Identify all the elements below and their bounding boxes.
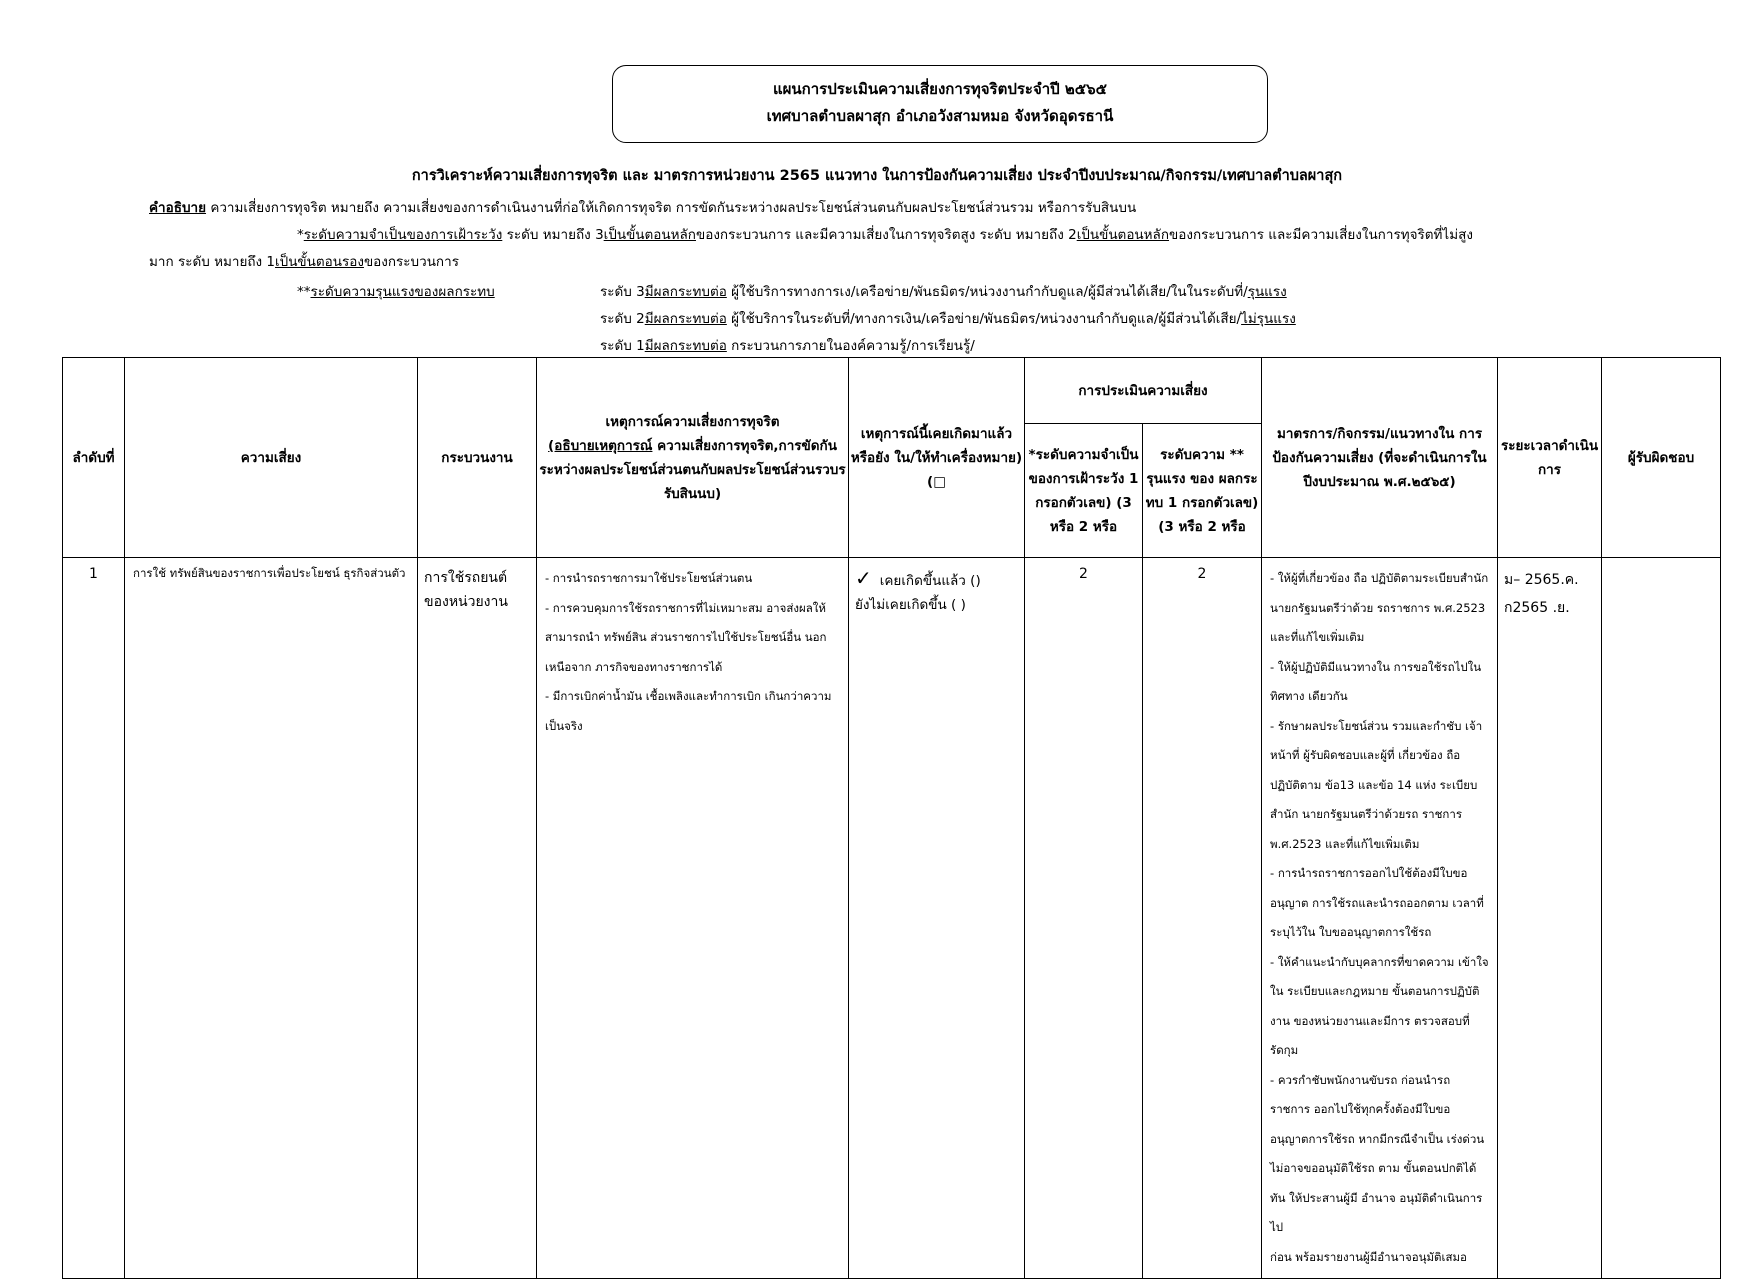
severity-level-2	[600, 307, 1296, 329]
measure-item: - รักษาผลประโยชน์ส่วน รวมและกำชับ เจ้าหน้าที่ ผู้รับผิดชอบและผู้ที่ เกี่ยวข้อง ถือ ปฏิบัติตาม ข้อ13 และข้อ 14 แห่ง ระเบียบ สำนัก นายกรัฐมนตรีว่าด้วยรถ ราชการ พ.ศ.2523 และที่แก้ไขเพิ่มเติม	[1270, 718, 1483, 851]
analysis-subtitle: การวิเคราะห์ความเสี่ยงการทุจริต และ มาตรการหน่วยงาน 2565 แนวทาง ในการป้องกันความเสี่ยง ประจำปีงบประมาณ/กิจกรรม/เทศบาลตำบลผาสุก	[411, 168, 1343, 184]
header-period: ระยะเวลาดำเนินการ	[1498, 358, 1602, 558]
occurred-no: ยังไม่เคยเกิดขึ้น ( )	[855, 597, 966, 613]
row-owner	[1602, 558, 1721, 1279]
header-measures: มาตรการ/กิจกรรม/แนวทางใน การป้องกันความเสี่ยง (ที่จะดำเนินการในปีงบประมาณ พ.ศ.๒๕๖๕)	[1262, 358, 1498, 558]
vigilance-cont-b: ของกระบวนการ	[363, 254, 459, 270]
row-no: 1	[63, 558, 125, 1279]
header-event	[537, 358, 849, 558]
row-risk: การใช้ ทรัพย์สินของราชการเพื่อประโยชน์ ธุรกิจส่วนตัว	[125, 558, 418, 1279]
measure-item: - ให้ผู้ที่เกี่ยวข้อง ถือ ปฏิบัติตามระเบียบสำนัก นายกรัฐมนตรีว่าด้วย รถราชการ พ.ศ.2523 และที่แก้ไขเพิ่มเติม	[1270, 571, 1489, 644]
row-vigilance: 2	[1025, 558, 1143, 1279]
title-box	[612, 65, 1268, 143]
header-occurred-box: (□	[927, 473, 946, 490]
occurred-yes: เคยเกิดขึ้นแล้ว ()	[879, 573, 981, 589]
header-no: ลำดับที่	[63, 358, 125, 558]
header-process: กระบวนงาน	[418, 358, 537, 558]
severity-label-line	[297, 280, 495, 302]
row-events	[537, 558, 849, 1279]
document-title: แผนการประเมินความเสี่ยงการทุจริตประจำปี ๒๕๖๕	[772, 80, 1108, 98]
measure-item: - ควรกำชับพนักงานขับรถ ก่อนนำรถ ราชการ ออกไปใช้ทุกครั้งต้องมีใบขอ อนุญาตการใช้รถ หากมีกรณีจำเป็น เร่งด่วนไม่อาจขออนุมัติใช้รถ ตาม ขั้นตอนปกติได้ทัน ให้ประสานผู้มี อำนาจ อนุมัติดำเนินการไป	[1270, 1072, 1485, 1234]
event-item: - การนำรถราชการมาใช้ประโยชน์ส่วนตน	[545, 571, 753, 585]
vigilance-key-b: เป็นขั้นตอนหลัก	[1076, 227, 1170, 243]
header-event-sub: ความเสี่ยงการทุจริต,การขัดกันระหว่างผลประโยชน์ส่วนตนกับผลประโยชน์ส่วนรวบรรับสินนบ)	[539, 437, 846, 502]
header-assessment: การประเมินความเสี่ยง	[1025, 358, 1262, 424]
vigilance-text-b: ของกระบวนการ และมีความเสี่ยงในการทุจริตสูง ระดับ หมายถึง 2	[695, 227, 1077, 243]
row-occurred	[849, 558, 1025, 1279]
level-key: มีผลกระทบต่อ	[644, 311, 727, 327]
vigilance-line	[297, 223, 1473, 245]
severity-label: ระดับความรุนแรงของผลกระทบ	[310, 284, 495, 300]
measure-item: - ให้คำแนะนำกับบุคลากรที่ขาดความ เข้าใจใน ระเบียบและกฎหมาย ขั้นตอนการปฏิบัติงาน ของหน่วยงานและมีการ ตรวจสอบที่รัดกุม	[1270, 954, 1489, 1057]
vigilance-label: ระดับความจำเป็นของการเฝ้าระวัง	[303, 227, 503, 243]
row-severity: 2	[1143, 558, 1262, 1279]
header-vigilance: *ระดับความจำเป็นของการเฝ้าระวัง 1 กรอกตัวเลข) (3 หรือ 2 หรือ	[1025, 424, 1143, 558]
level-text: ผู้ใช้บริการทางการเง/เครือข่าย/พันธมิตร/หน่วงงานกำกับดูแล/ผู้มีส่วนได้เสีย/ในในระดับที่/	[726, 284, 1248, 300]
row-period: ม– 2565.ค. ก2565 .ย.	[1498, 558, 1602, 1279]
level-key: มีผลกระทบต่อ	[644, 284, 727, 300]
level-pre: ระดับ 1	[600, 338, 645, 354]
level-end: ไม่รุนแรง	[1241, 311, 1296, 327]
measure-item: ก่อน พร้อมรายงานผู้มีอำนาจอนุมัติเสมอ	[1270, 1249, 1467, 1264]
event-item: - การควบคุมการใช้รถราชการที่ไม่เหมาะสม อาจส่งผลให้ สามารถนำ ทรัพย์สิน ส่วนราชการไปใช้ประโยชน์อื่น นอกเหนือจาก ภารกิจของทางราชการได้	[545, 600, 827, 674]
check-icon: ✓	[855, 566, 872, 590]
measure-item: - การนำรถราชการออกไปใช้ต้องมีใบขออนุญาต การใช้รถและนำรถออกตาม เวลาที่ระบุไว้ใน ใบขออนุญาตการใช้รถ	[1270, 866, 1484, 939]
vigilance-text-c: ของกระบวนการ และมีความเสี่ยงในการทุจริตที่ไม่สูง	[1169, 227, 1473, 243]
row-measures	[1262, 558, 1498, 1279]
explanation-text: ความเสี่ยงการทุจริต หมายถึง ความเสี่ยงของการดำเนินงานที่ก่อให้เกิดการทุจริต การขัดกันระหว่างผลประโยชน์ส่วนตนกับผลประโยชน์ส่วนรวม หรือการรับสินบน	[206, 200, 1137, 216]
vigilance-prefix: *	[297, 227, 304, 243]
table-row	[63, 558, 1721, 1279]
vigilance-cont-a: มาก ระดับ หมายถึง 1	[149, 254, 276, 270]
measure-item: - ให้ผู้ปฏิบัติมีแนวทางใน การขอใช้รถไปในทิศทาง เดียวกัน	[1270, 659, 1482, 703]
severity-level-3	[600, 280, 1287, 302]
header-owner: ผู้รับผิดชอบ	[1602, 358, 1721, 558]
level-text: ผู้ใช้บริการในระดับที่/ทางการเงิน/เครือข่าย/พันธมิตร/หน่วงงานกำกับดูแล/ผู้มีส่วนได้เสีย/	[726, 311, 1242, 327]
header-event-sub-u: (อธิบายเหตุการณ์	[548, 437, 653, 454]
header-risk: ความเสี่ยง	[125, 358, 418, 558]
header-occurred	[849, 358, 1025, 558]
level-pre: ระดับ 3	[600, 284, 645, 300]
vigilance-key-c: เป็นขั้นตอนรอง	[275, 254, 364, 270]
header-occurred-text: เหตุการณ์นี้เคยเกิดมาแล้วหรือยัง ใน/ให้ทำเครื่องหมาย)	[850, 425, 1023, 466]
header-event-title: เหตุการณ์ความเสี่ยงการทุจริต	[605, 413, 780, 430]
level-key: มีผลกระทบต่อ	[644, 338, 727, 354]
level-end: รุนแรง	[1247, 284, 1287, 300]
risk-assessment-table	[62, 357, 1721, 1279]
level-pre: ระดับ 2	[600, 311, 645, 327]
explanation-line	[149, 196, 1136, 218]
level-text: กระบวนการภายในองค์ความรู้/การเรียนรู้/	[726, 338, 975, 354]
severity-prefix: **	[297, 284, 311, 300]
vigilance-continuation-line	[149, 250, 459, 272]
vigilance-key-a: เป็นขั้นตอนหลัก	[603, 227, 696, 243]
header-severity: ระดับความ ** รุนแรง ของ ผลกระทบ 1 กรอกตัวเลข) (3 หรือ 2 หรือ	[1143, 424, 1262, 558]
event-item: - มีการเบิกค่าน้ำมัน เชื้อเพลิงและทำการเบิก เกินกว่าความ เป็นจริง	[545, 689, 832, 733]
severity-level-1	[600, 334, 975, 356]
document-organization: เทศบาลตำบลผาสุก อำเภอวังสามหมอ จังหวัดอุดรธานี	[766, 107, 1114, 125]
explanation-label: คำอธิบาย	[149, 200, 207, 216]
vigilance-text-a: ระดับ หมายถึง 3	[502, 227, 604, 243]
row-process: การใช้รถยนต์ของหน่วยงาน	[418, 558, 537, 1279]
